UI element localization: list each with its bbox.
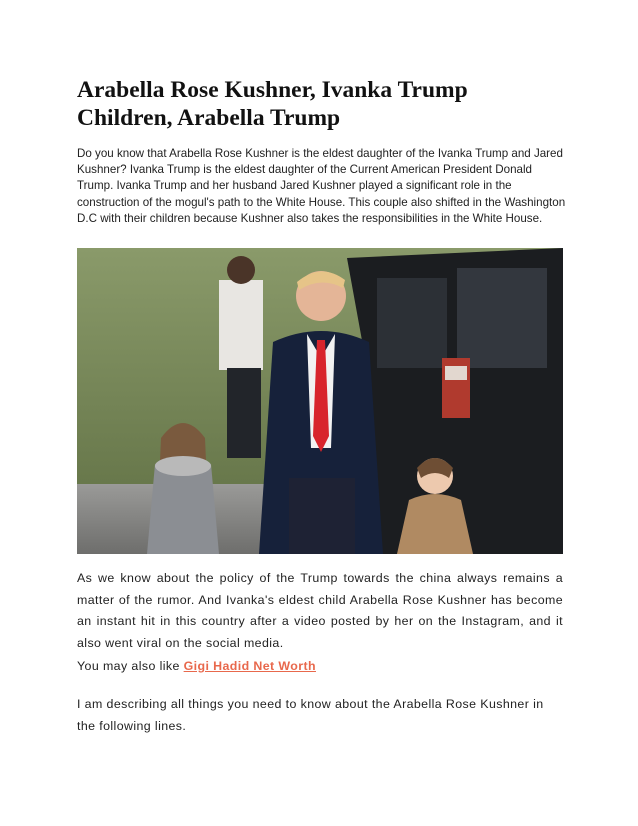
body-paragraph-describing: I am describing all things you need to know about the Arabella Rose Kushner in the following lines. <box>77 697 544 733</box>
article-photo <box>77 248 563 554</box>
body-paragraph-policy: As we know about the policy of the Trump towards the china always remains a matter of the rumor. And Ivanka's eldest child Arabella Rose Kushner has become an instant hit in this country after a video posted by her on the Instagram, and it also went viral on the social media. <box>77 571 563 650</box>
gigi-hadid-link[interactable]: Gigi Hadid Net Worth <box>183 659 316 673</box>
article-title: Arabella Rose Kushner, Ivanka Trump Children, Arabella Trump <box>77 77 468 131</box>
also-like-prefix: You may also like <box>77 659 184 673</box>
also-like-paragraph <box>77 656 563 676</box>
intro-paragraph: Do you know that Arabella Rose Kushner is the eldest daughter of the Ivanka Trump and Jared Kushner? Ivanka Trump is the eldest daughter of the Current American President Donald Trump. Ivanka Trump and her husband Jared Kushner played a significant role in the construction of the mogul's path to the White House. This couple also shifted in the Washington D.C with their children because Kushner also takes the responsibilities in the White House. <box>77 147 566 225</box>
